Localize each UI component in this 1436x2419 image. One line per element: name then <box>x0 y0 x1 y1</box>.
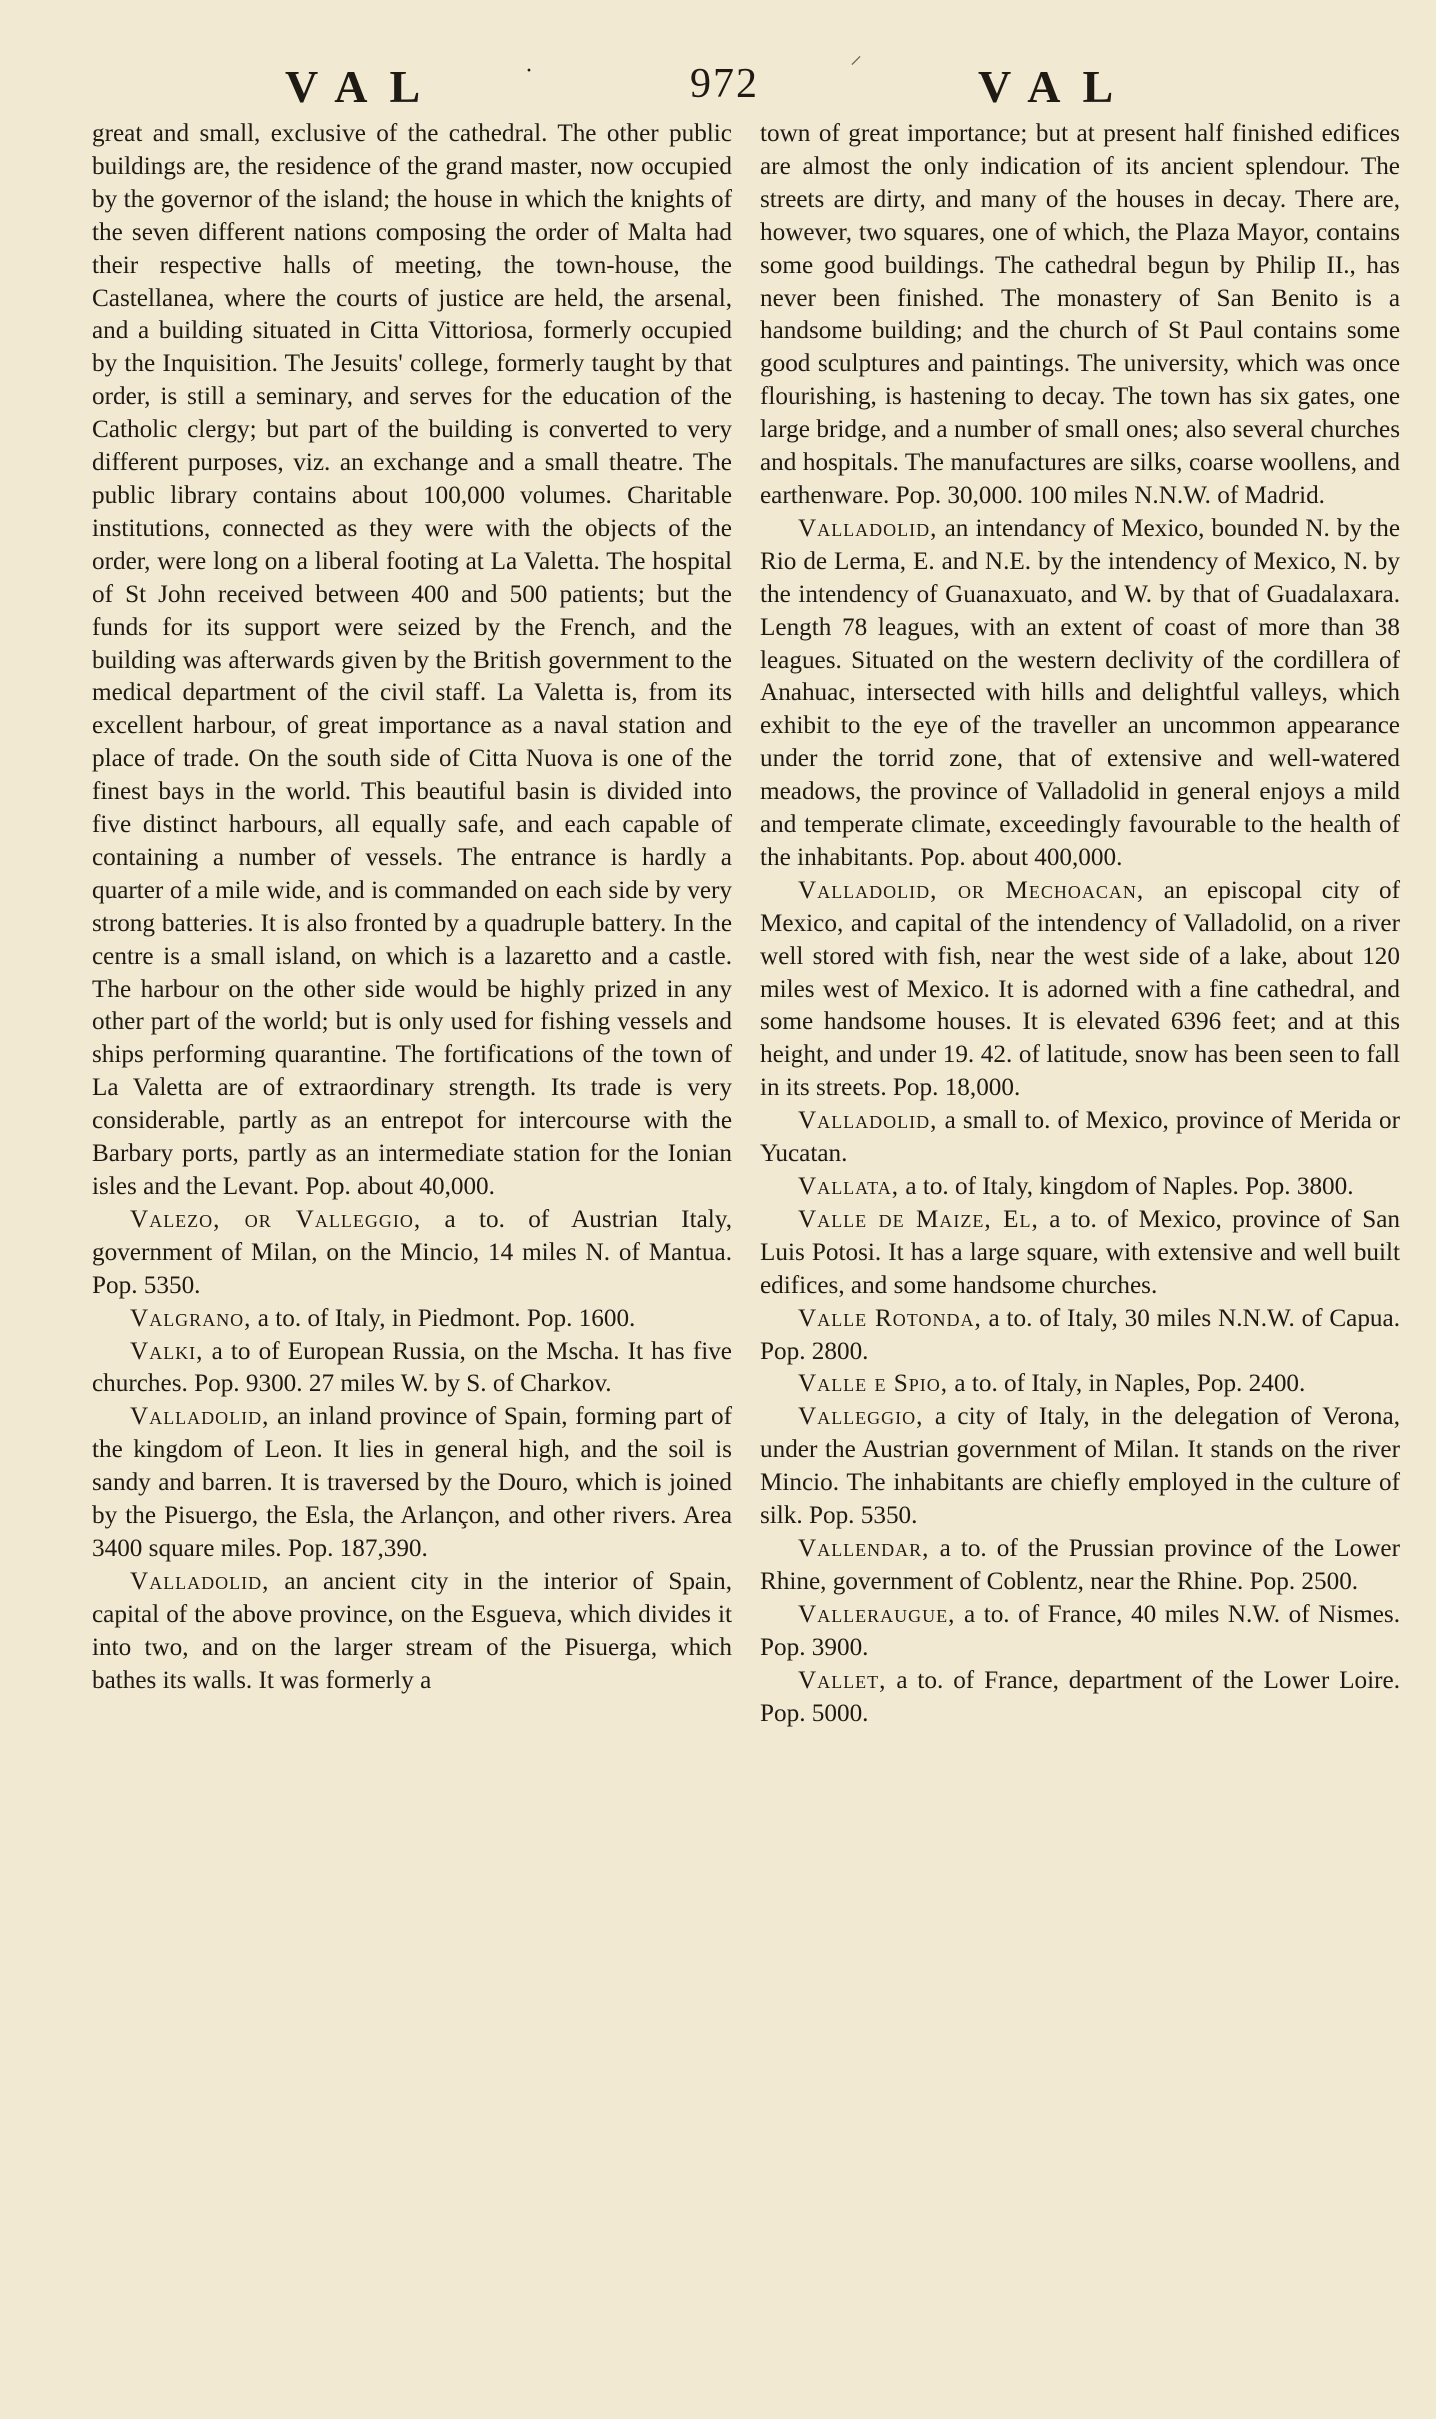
right-column <box>760 118 1400 1730</box>
entry-headword: Valle e Spio, <box>798 1370 949 1398</box>
entry-vallata <box>760 1171 1400 1204</box>
entry-headword: Valki, <box>130 1337 204 1365</box>
entry-valladolid-mechoacan <box>760 875 1400 1105</box>
entry-headword: Valladolid, <box>130 1403 270 1431</box>
header-dot: · <box>525 58 533 84</box>
entry-valezo <box>92 1204 732 1303</box>
entry-headword: Valleraugue, <box>798 1600 956 1628</box>
entry-headword: Valgrano, <box>130 1304 252 1332</box>
entry-text: a to of European Russia, on the Mscha. It has five churches. Pop. 9300. 27 miles W. by S. of Charkov. <box>92 1337 732 1398</box>
entry-headword: Valladolid, or Mechoacan, <box>798 876 1145 904</box>
entry-valleraugue <box>760 1599 1400 1665</box>
entry-valle-de-maize <box>760 1204 1400 1303</box>
entry-text: a small to. of Mexico, province of Merida or Yucatan. <box>760 1107 1400 1168</box>
entry-text: town of great importance; but at present half finished edifices are almost the only indication of its ancient splendour. The streets are dirty, and many of the houses in decay. There are, however, two squares, one of which, the Plaza Mayor, contains some good buildings. The cathedral begun by Philip II., has never been finished. The monastery of San Benito is a handsome building; and the church of St Paul contains some good sculptures and paintings. The university, which was once flourishing, is hastening to decay. The town has six gates, one large bridge, and a number of small ones; also several churches and hospitals. The manufactures are silks, coarse woollens, and earthenware. Pop. 30,000. 100 miles N.N.W. of Madrid. <box>760 120 1400 509</box>
entry-text: a to. of Italy, kingdom of Naples. Pop. 3800. <box>899 1173 1354 1200</box>
entry-text: great and small, exclusive of the cathedral. The other public buildings are, the residence of the grand master, now occupied by the governor of the island; the house in which the knights of the seven different nations composing the order of Malta had their respective halls of meeting, the town-house, the Castellanea, where the courts of justice are held, the arsenal, and a building situated in Citta Vittoriosa, formerly occupied by the Inquisition. The Jesuits' college, formerly taught by that order, is still a seminary, and serves for the education of the Catholic clergy; but part of the building is converted to very different purposes, viz. an exchange and a small theatre. The public library contains about 100,000 volumes. Charitable institutions, connected as they were with the objects of the order, were long on a liberal footing at La Valetta. The hospital of St John received between 400 and 500 patients; but the funds for its support were seized by the French, and the building was afterwards given by the British government to the medical department of the civil staff. La Valetta is, from its excellent harbour, of great importance as a naval station and place of trade. On the south side of Citta Nuova is one of the finest bays in the world. This beautiful basin is divided into five distinct harbours, all equally safe, and each capable of containing a number of vessels. The entrance is hardly a quarter of a mile wide, and is commanded on each side by very strong batteries. It is also fronted by a quadruple battery. In the centre is a small island, on which is a lazaretto and a castle. The harbour on the other side would be highly prized in any other part of the world; but is only used for fishing vessels and ships performing quarantine. The fortifications of the town of La Valetta are of extraordinary strength. Its trade is very considerable, partly as an entrepot for intercourse with the Barbary ports, partly as an intermediate station for the Ionian isles and the Levant. Pop. about 40,000. <box>92 120 732 1200</box>
entry-text: a to. of Italy, in Piedmont. Pop. 1600. <box>251 1304 636 1332</box>
entry-headword: Vallet, <box>798 1666 887 1694</box>
entry-headword: Vallendar, <box>798 1534 930 1562</box>
entry-vallet <box>760 1665 1400 1731</box>
entry-continuation <box>92 118 732 1204</box>
entry-valladolid-yucatan <box>760 1105 1400 1171</box>
entry-text: a to. of Italy, in Naples, Pop. 2400. <box>948 1370 1306 1398</box>
entry-headword: Valleggio, <box>798 1403 924 1431</box>
entry-vallendar <box>760 1533 1400 1599</box>
entry-valleggio <box>760 1401 1400 1533</box>
entry-text: an inland province of Spain, forming part of the kingdom of Leon. It lies in general high, and the soil is sandy and barren. It is traversed by the Douro, which is joined by the Pisuergo, the Esla, the Arlançon, and other rivers. Area 3400 square miles. Pop. 187,390. <box>92 1403 732 1562</box>
entry-headword: Vallata, <box>798 1173 900 1200</box>
entry-headword: Valle Rotonda, <box>798 1304 982 1332</box>
entry-headword: Valle de Maize, El, <box>798 1205 1039 1233</box>
entry-valladolid-intendancy <box>760 513 1400 875</box>
left-column <box>92 118 732 1698</box>
entry-headword: Valladolid, <box>130 1567 270 1595</box>
entry-continuation <box>760 118 1400 513</box>
stray-mark: ⸝ <box>850 43 862 69</box>
entry-valle-e-spio <box>760 1368 1400 1401</box>
entry-valle-rotonda <box>760 1303 1400 1369</box>
entry-valladolid-city <box>92 1566 732 1698</box>
page-number: 972 <box>690 61 759 107</box>
entry-text: a to. of France, department of the Lower Loire. Pop. 5000. <box>760 1666 1400 1727</box>
entry-text: a city of Italy, in the delegation of Verona, under the Austrian government of Milan. It stands on the river Mincio. The inhabitants are chiefly employed in the culture of silk. Pop. 5350. <box>760 1403 1400 1530</box>
entry-text: a to. of Austrian Italy, government of Milan, on the Mincio, 14 miles N. of Mantua. Pop. 5350. <box>92 1205 732 1299</box>
entry-text: a to. of the Prussian province of the Lower Rhine, government of Coblentz, near the Rhine. Pop. 2500. <box>760 1534 1400 1595</box>
entry-text: an intendancy of Mexico, bounded N. by the Rio de Lerma, E. and N.E. by the intendency of Mexico, N. by the intendency of Guanaxuato, and W. by that of Guadalaxara. Length 78 leagues, with an extent of coast of more than 38 leagues. Situated on the western declivity of the cordillera of Anahuac, intersected with hills and delightful valleys, which exhibit to the eye of the traveller an uncommon appearance under the torrid zone, that of extensive and well-watered meadows, the province of Valladolid in general enjoys a mild and temperate climate, exceedingly favourable to the health of the inhabitants. Pop. about 400,000. <box>760 514 1400 871</box>
running-head-left: VAL <box>285 61 443 112</box>
entry-headword: Valladolid, <box>798 514 938 542</box>
running-head-right: VAL <box>978 61 1136 112</box>
entry-headword: Valezo, or Valleggio, <box>130 1205 422 1233</box>
entry-text: a to. of Italy, 30 miles N.N.W. of Capua. Pop. 2800. <box>760 1304 1400 1365</box>
entry-valladolid-province <box>92 1401 732 1566</box>
entry-valki <box>92 1336 732 1402</box>
entry-valgrano <box>92 1303 732 1336</box>
entry-text: an episcopal city of Mexico, and capital of the intendency of Valladolid, on a river well stored with fish, near the west side of a lake, about 120 miles west of Mexico. It is adorned with a fine cathedral, and some handsome houses. It is elevated 6396 feet; and at this height, and under 19. 42. of latitude, snow has been seen to fall in its streets. Pop. 18,000. <box>760 876 1400 1102</box>
entry-text: a to. of Mexico, province of San Luis Potosi. It has a large square, with extensive and well built edifices, and some handsome churches. <box>760 1205 1400 1299</box>
entry-text: a to. of France, 40 miles N.W. of Nismes. Pop. 3900. <box>760 1600 1400 1661</box>
entry-headword: Valladolid, <box>798 1107 938 1135</box>
entry-text: an ancient city in the interior of Spain, capital of the above province, on the Esgueva, which divides it into two, and on the larger stream of the Pisuerga, which bathes its walls. It was formerly a <box>92 1567 732 1694</box>
